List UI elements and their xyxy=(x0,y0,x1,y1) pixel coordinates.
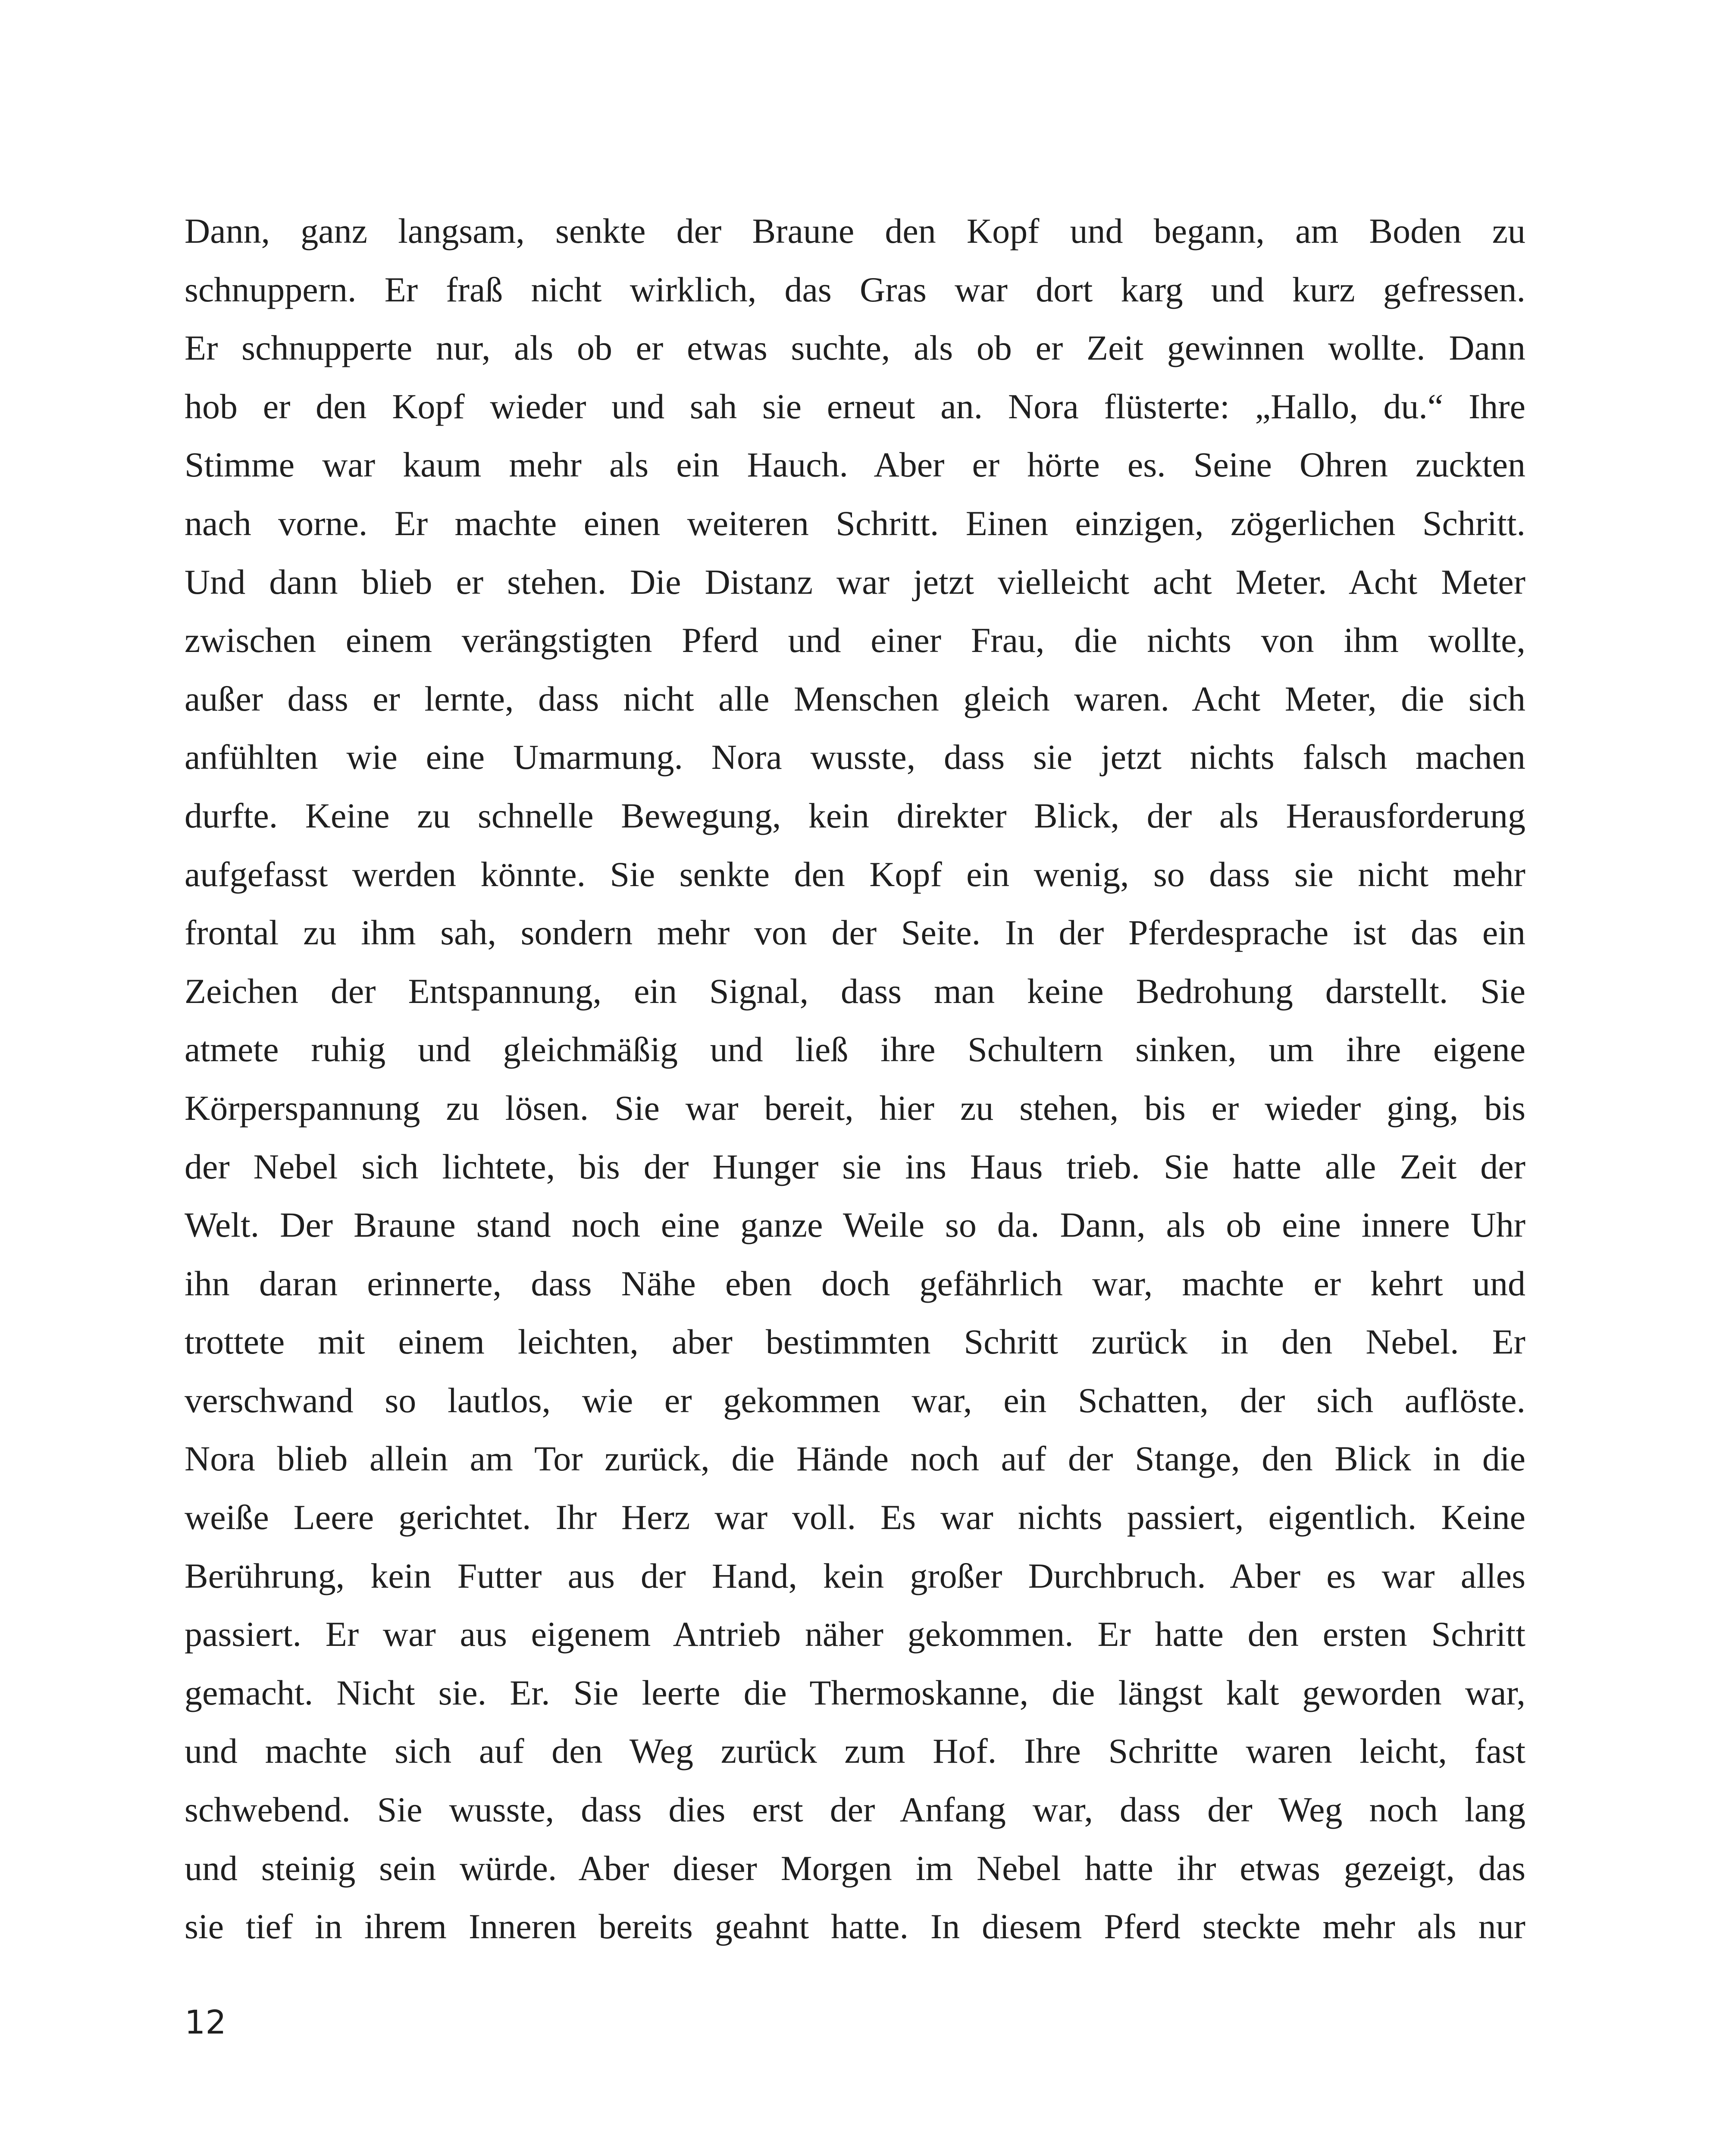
text-line: Zeichen der Entspannung, ein Signal, dass man keine Bedrohung darstellt. Sie xyxy=(185,971,1525,1011)
text-line: verschwand so lautlos, wie er gekommen war, ein Schatten, der sich auflöste. xyxy=(185,1380,1525,1420)
text-line: Stimme war kaum mehr als ein Hauch. Aber er hörte es. Seine Ohren zuckten xyxy=(185,445,1525,485)
text-line: nach vorne. Er machte einen weiteren Schritt. Einen einzigen, zögerlichen Schritt. xyxy=(185,503,1525,543)
text-line: hob er den Kopf wieder und sah sie erneut an. Nora flüsterte: „Hallo, du.“ Ihre xyxy=(185,386,1525,426)
text-line: zwischen einem verängstigten Pferd und einer Frau, die nichts von ihm wollte, xyxy=(185,620,1525,660)
text-line: und machte sich auf den Weg zurück zum Hof. Ihre Schritte waren leicht, fast xyxy=(185,1731,1525,1771)
text-line: Dann, ganz langsam, senkte der Braune den Kopf und begann, am Boden zu xyxy=(185,211,1525,251)
text-line: Und dann blieb er stehen. Die Distanz war jetzt vielleicht acht Meter. Acht Meter xyxy=(185,562,1525,602)
text-line: außer dass er lernte, dass nicht alle Menschen gleich waren. Acht Meter, die sich xyxy=(185,679,1525,718)
text-line: trottete mit einem leichten, aber bestimmten Schritt zurück in den Nebel. Er xyxy=(185,1322,1525,1362)
text-line: schwebend. Sie wusste, dass dies erst der Anfang war, dass der Weg noch lang xyxy=(185,1790,1525,1830)
text-line: Welt. Der Braune stand noch eine ganze Weile so da. Dann, als ob eine innere Uhr xyxy=(185,1205,1525,1245)
text-line: sie tief in ihrem Inneren bereits geahnt hatte. In diesem Pferd steckte mehr als nur xyxy=(185,1907,1525,1946)
text-line: Nora blieb allein am Tor zurück, die Hände noch auf der Stange, den Blick in die xyxy=(185,1439,1525,1479)
text-line: durfte. Keine zu schnelle Bewegung, kein direkter Blick, der als Herausforderung xyxy=(185,796,1525,835)
text-line: und steinig sein würde. Aber dieser Morgen im Nebel hatte ihr etwas gezeigt, das xyxy=(185,1848,1525,1888)
text-line: gemacht. Nicht sie. Er. Sie leerte die Thermoskanne, die längst kalt geworden war, xyxy=(185,1673,1525,1712)
text-line: Körperspannung zu lösen. Sie war bereit, hier zu stehen, bis er wieder ging, bis xyxy=(185,1088,1525,1128)
text-line: der Nebel sich lichtete, bis der Hunger sie ins Haus trieb. Sie hatte alle Zeit der xyxy=(185,1147,1525,1186)
page-number: 12 xyxy=(185,2003,226,2041)
text-line: Berührung, kein Futter aus der Hand, kein großer Durchbruch. Aber es war alles xyxy=(185,1556,1525,1595)
text-line: passiert. Er war aus eigenem Antrieb näher gekommen. Er hatte den ersten Schritt xyxy=(185,1614,1525,1654)
text-line: atmete ruhig und gleichmäßig und ließ ihre Schultern sinken, um ihre eigene xyxy=(185,1030,1525,1069)
text-line: anfühlten wie eine Umarmung. Nora wusste, dass sie jetzt nichts falsch machen xyxy=(185,737,1525,777)
body-text xyxy=(185,202,1525,1956)
text-line: Er schnupperte nur, als ob er etwas suchte, als ob er Zeit gewinnen wollte. Dann xyxy=(185,328,1525,368)
text-line: frontal zu ihm sah, sondern mehr von der Seite. In der Pferdesprache ist das ein xyxy=(185,913,1525,953)
text-line: schnuppern. Er fraß nicht wirklich, das Gras war dort karg und kurz gefressen. xyxy=(185,270,1525,309)
text-line: aufgefasst werden könnte. Sie senkte den Kopf ein wenig, so dass sie nicht mehr xyxy=(185,854,1525,894)
text-line: ihn daran erinnerte, dass Nähe eben doch gefährlich war, machte er kehrt und xyxy=(185,1263,1525,1303)
text-line: weiße Leere gerichtet. Ihr Herz war voll. Es war nichts passiert, eigentlich. Keine xyxy=(185,1498,1525,1537)
